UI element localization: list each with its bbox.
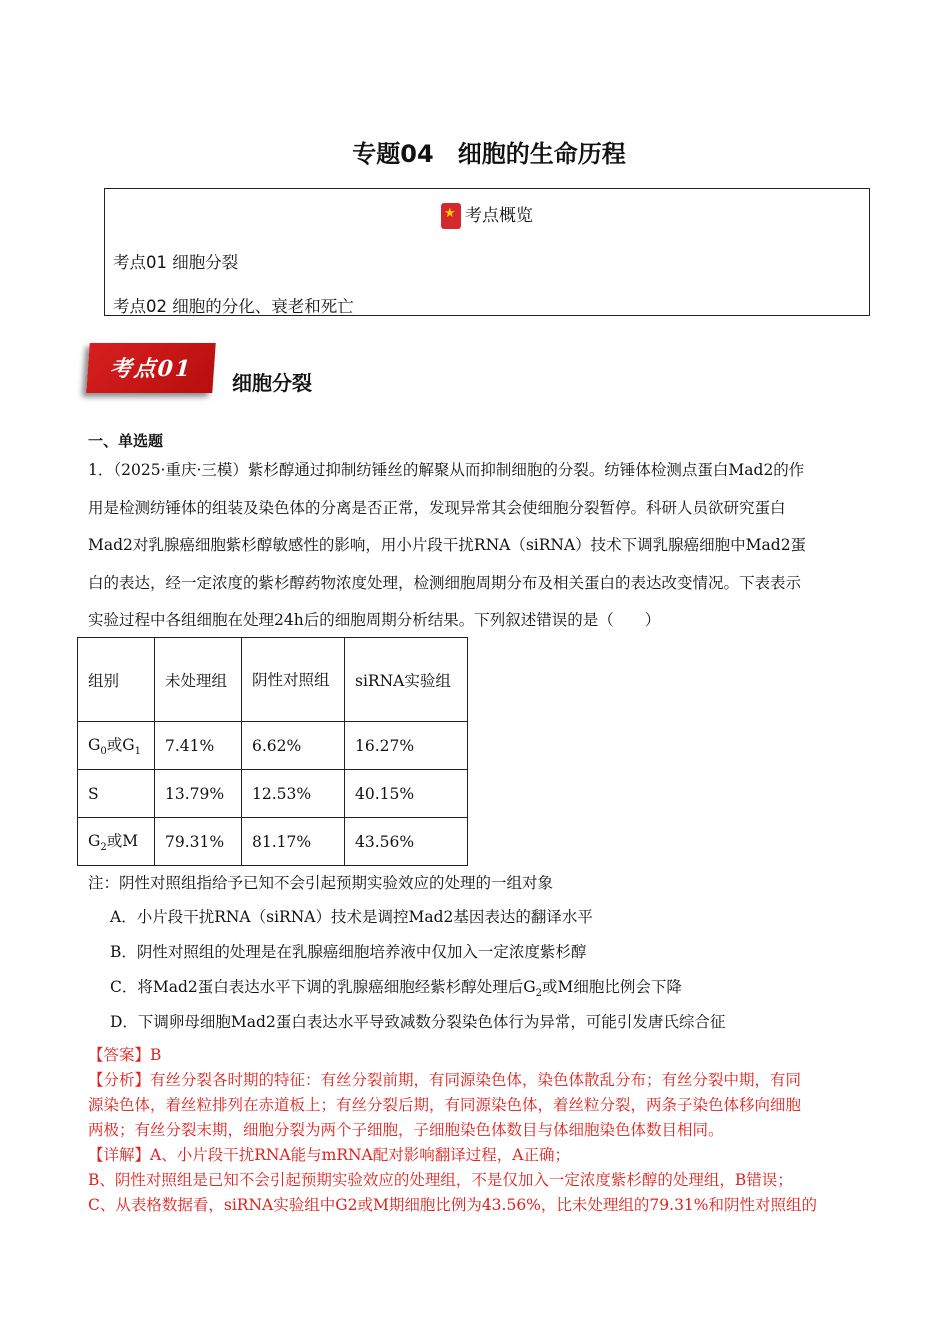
section-badge	[86, 343, 215, 393]
table-row-label: $G_0$或$G_1$	[78, 722, 155, 770]
question-line: 1．（2025·重庆·三模）紫杉醇通过抑制纺锤丝的解聚从而抑制细胞的分裂。纺锤体检测点蛋白Mad2的作	[88, 461, 805, 479]
table-header-cell: 阴性对照组	[242, 638, 345, 722]
question-type-heading: 一、单选题	[88, 432, 164, 450]
overview-item-2: 考点02 细胞的分化、衰老和死亡	[113, 297, 354, 316]
table-header-cell: siRNA实验组	[345, 638, 468, 722]
question-line: 用是检测纺锤体的组装及染色体的分离是否正常，发现异常其会使细胞分裂暂停。科研人员欲研究蛋白	[88, 498, 786, 517]
analysis-line: 两极；有丝分裂末期，细胞分裂为两个子细胞，子细胞染色体数目与体细胞染色体数目相同。	[88, 1121, 724, 1139]
detail-line: C、从表格数据看，siRNA实验组中G2或M期细胞比例为43.56%，比未处理组的79.31%和阴性对照组的	[88, 1196, 818, 1214]
table-cell: 12.53%	[242, 770, 345, 818]
option-c: C．将Mad2蛋白表达水平下调的乳腺癌细胞经紫杉醇处理后$G_2$或M细胞比例会下降	[110, 978, 682, 1000]
table-cell: 81.17%	[242, 818, 345, 866]
overview-box	[104, 188, 870, 316]
table-cell: 43.56%	[345, 818, 468, 866]
table-cell: 40.15%	[345, 770, 468, 818]
table-header-cell: 未处理组	[155, 638, 242, 722]
table-row-label: $G_2$或M	[78, 818, 155, 866]
page-title: 专题04 细胞的生命历程	[352, 140, 626, 168]
option-d: D．下调卵母细胞Mad2蛋白表达水平导致减数分裂染色体行为异常，可能引发唐氏综合征	[110, 1013, 726, 1031]
section-title: 细胞分裂	[232, 371, 312, 395]
overview-heading	[105, 201, 869, 229]
table-cell: 79.31%	[155, 818, 242, 866]
table-row-label: S	[78, 770, 155, 818]
option-a: A．小片段干扰RNA（siRNA）技术是调控Mad2基因表达的翻译水平	[110, 908, 593, 926]
overview-heading-text: 考点概览	[465, 206, 533, 226]
table-cell: 6.62%	[242, 722, 345, 770]
table-header-row	[78, 638, 468, 722]
table-cell: 7.41%	[155, 722, 242, 770]
question-line: Mad2对乳腺癌细胞紫杉醇敏感性的影响，用小片段干扰RNA（siRNA）技术下调乳腺癌细胞中Mad2蛋	[88, 536, 807, 554]
table-cell: 13.79%	[155, 770, 242, 818]
analysis-line: 【分析】有丝分裂各时期的特征：有丝分裂前期，有同源染色体，染色体散乱分布；有丝分裂中期，有同	[88, 1071, 802, 1089]
detail-line: 【详解】A、小片段干扰RNA能与mRNA配对影响翻译过程，A正确；	[88, 1146, 570, 1164]
question-stem	[88, 452, 868, 640]
overview-item-1: 考点01 细胞分裂	[113, 253, 239, 272]
answer-line: 【答案】B	[88, 1046, 162, 1064]
question-line: 白的表达，经一定浓度的紫杉醇药物浓度处理，检测细胞周期分布及相关蛋白的表达改变情况。下表表示	[88, 573, 802, 592]
table-row	[78, 722, 468, 770]
table-cell: 16.27%	[345, 722, 468, 770]
detail-line: B、阴性对照组是已知不会引起预期实验效应的处理组，不是仅加入一定浓度紫杉醇的处理组，B错误；	[88, 1171, 793, 1189]
red-book-icon	[441, 203, 461, 229]
table-note: 注：阴性对照组指给予已知不会引起预期实验效应的处理的一组对象	[88, 874, 554, 892]
section-badge-text: 考点01	[108, 356, 194, 382]
option-b: B．阴性对照组的处理是在乳腺癌细胞培养液中仅加入一定浓度紫杉醇	[110, 943, 587, 961]
table-row	[78, 818, 468, 866]
table-row	[78, 770, 468, 818]
answer-section	[88, 1043, 878, 1218]
table-header-cell: 组别	[78, 638, 155, 722]
cell-cycle-table	[77, 637, 468, 866]
question-line: 实验过程中各组细胞在处理24h后的细胞周期分析结果。下列叙述错误的是（ ）	[88, 611, 661, 629]
analysis-line: 源染色体，着丝粒排列在赤道板上；有丝分裂后期，有同源染色体，着丝粒分裂，两条子染色体移向细胞	[88, 1096, 802, 1114]
